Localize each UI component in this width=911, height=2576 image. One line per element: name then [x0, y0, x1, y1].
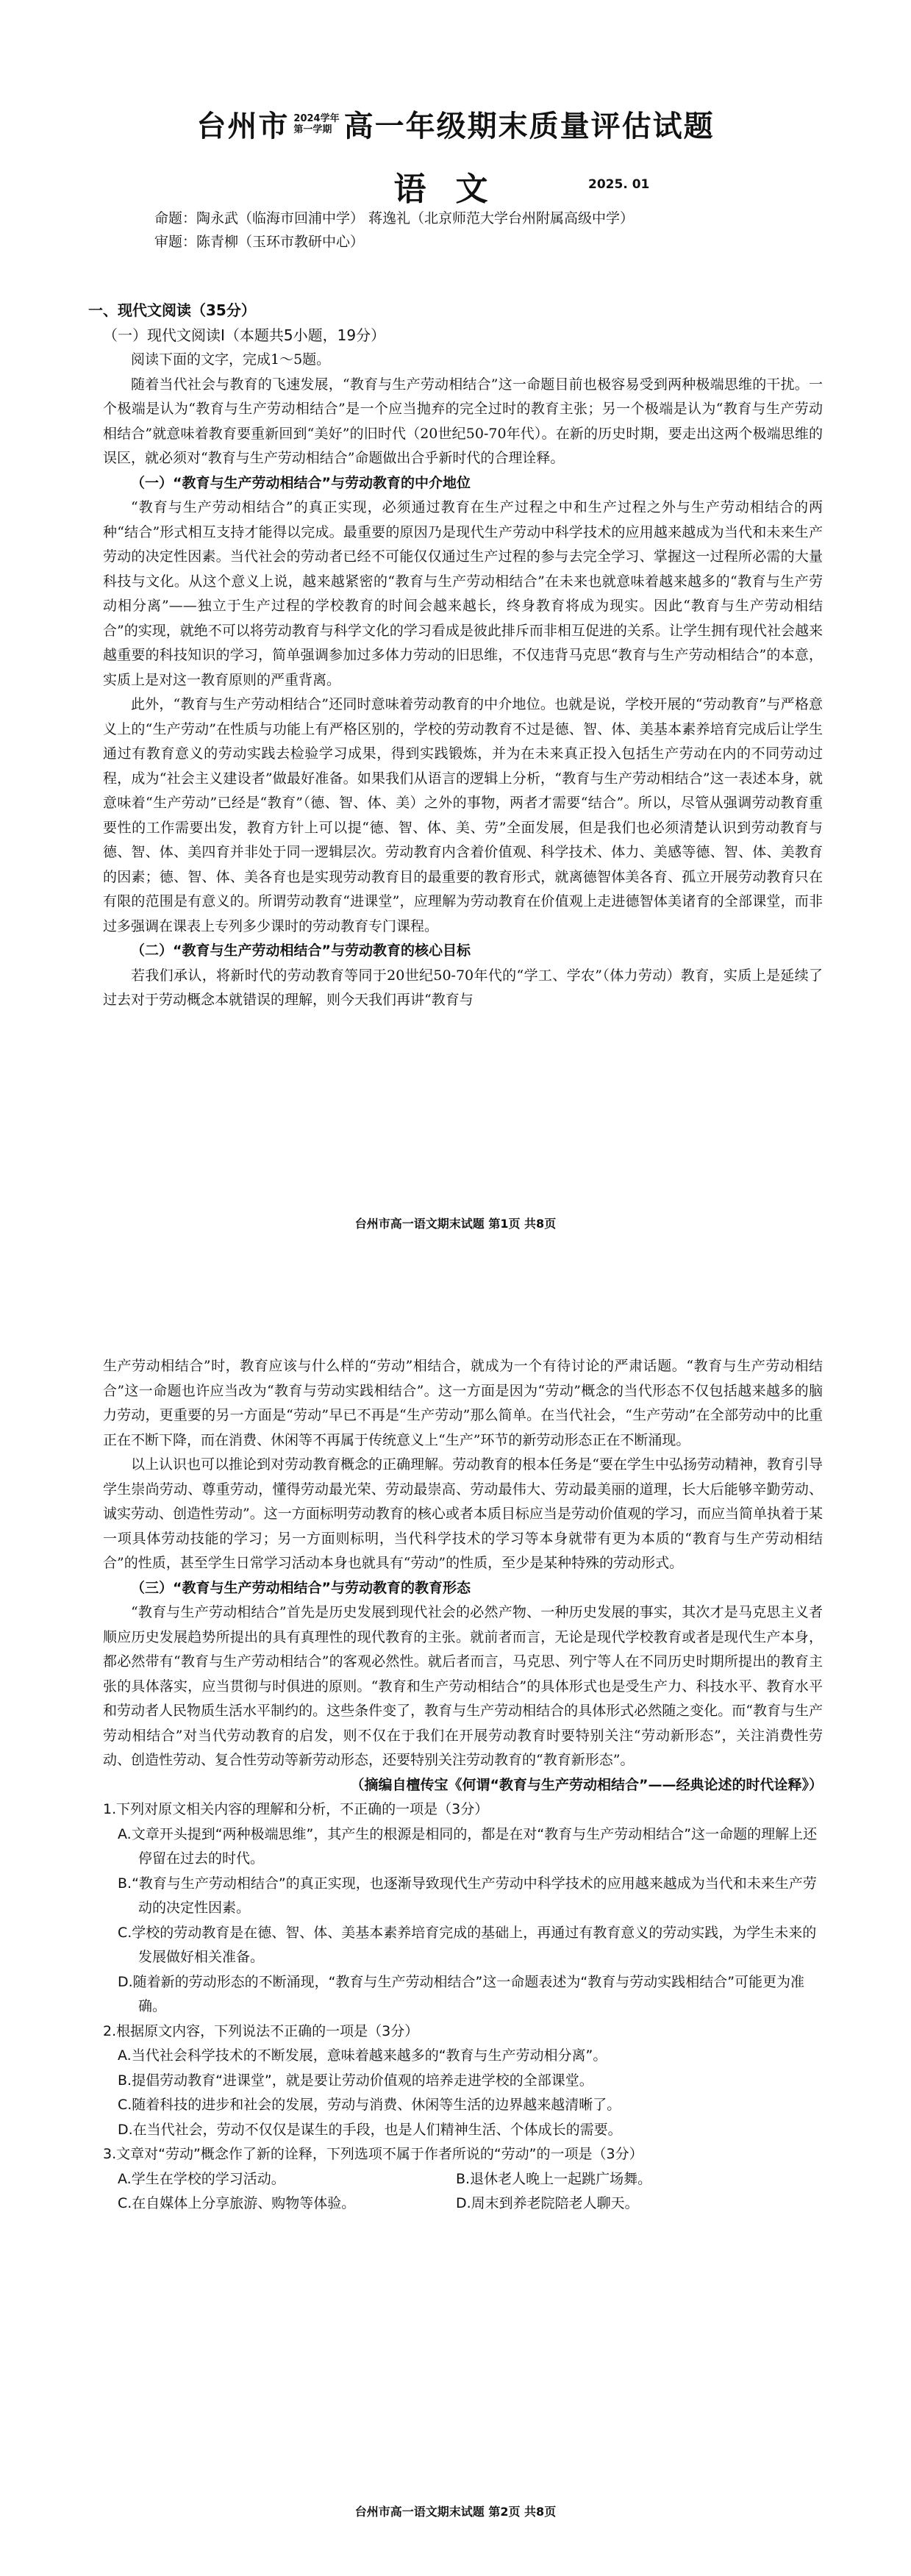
question-stem: 2.根据原文内容，下列说法不正确的一项是（3分） — [103, 2022, 419, 2039]
source-citation: （摘编自檀传宝《何谓“教育与生产劳动相结合”——经典论述的时代诠释》） — [350, 1776, 823, 1793]
answer-option: C.随着科技的进步和社会的发展，劳动与消费、休闲等生活的边界越来越清晰了。 — [118, 2097, 621, 2113]
part-heading: （二）“教育与生产劳动相结合”与劳动教育的核心目标 — [131, 942, 471, 959]
answer-option: B.退休老人晚上一起跳广场舞。 — [456, 2170, 652, 2187]
option-row — [118, 2192, 823, 2217]
answer-option: C.在自媒体上分享旅游、购物等体验。 — [118, 2195, 356, 2211]
school-year: 2024学年 第一学期 — [293, 112, 340, 135]
paragraph: 随着当代社会与教育的飞速发展，“教育与生产劳动相结合”这一命题目前也极容易受到两种极端思维的干扰。一个极端是认为“教育与生产劳动相结合”是一个应当抛弃的完全过时的教育主张；另一个极端是认为“教育与生产劳动相结合”就意味着教育要重新回到“美好”的旧时代（20世纪50-70年代）。在新的历史时期，要走出这两个极端思维的误区，就必须对“教育与生产劳动相结合”命题做出合乎新时代的合理诠释。 — [103, 376, 823, 466]
question-stem: 3.文章对“劳动”概念作了新的诠释，下列选项不属于作者所说的“劳动”的一项是（3分） — [103, 2146, 643, 2162]
part-heading: （一）“教育与生产劳动相结合”与劳动教育的中介地位 — [131, 474, 471, 491]
proposers: 命题：陶永武（临海市回浦中学） 蒋逸礼（北京师范大学台州附属高级中学） — [154, 210, 635, 226]
exam-date: 2025. 01 — [588, 177, 650, 192]
subject-title: 语文 — [393, 171, 518, 208]
paragraph: 以上认识也可以推论到对劳动教育概念的正确理解。劳动教育的根本任务是“要在学生中弘扬劳动精神，教育引导学生崇尚劳动、尊重劳动，懂得劳动最光荣、劳动最崇高、劳动最伟大、劳动最美丽的道理，长大后能够辛勤劳动、诚实劳动、创造性劳动”。这一方面标明劳动教育的核心或者本质目标应当是劳动价值观的学习，而应当简单执着于某一项具体劳动技能的学习；另一方面则标明，当代科学技术的学习等本身就带有更为本质的“教育与生产劳动相结合”的性质，甚至学生日常学习活动本身也就具有“劳动”的性质，至少是某种特殊的劳动形式。 — [103, 1456, 823, 1571]
answer-option: A.当代社会科学技术的不断发展，意味着越来越多的“教育与生产劳动相分离”。 — [118, 2047, 607, 2064]
paragraph: “教育与生产劳动相结合”的真正实现，必须通过教育在生产过程之中和生产过程之外与生产劳动相结合的两种“结合”形式相互支持才能得以完成。最重要的原因乃是现代生产劳动中科学技术的应用越来越成为当代和未来生产劳动的决定性因素。当代社会的劳动者已经不可能仅仅通过生产过程的参与去完全学习、掌握这一过程所必需的大量科技与文化。从这个意义上说，越来越紧密的“教育与生产劳动相结合”在未来也就意味着越来越多的“教育与生产劳动相分离”——独立于生产过程的学校教育的时间会越来越长，终身教育将成为现实。因此“教育与生产劳动相结合”的实现，就绝不可以将劳动教育与科学文化的学习看成是彼此排斥而非相互促进的关系。让学生拥有现代社会越来越重要的科技知识的学习，简单强调参加过多体力劳动的旧思维，不仅违背马克思“教育与生产劳动相结合”的本意，实质上是对这一教育原则的严重背离。 — [103, 499, 823, 688]
section-heading: 一、现代文阅读（35分） — [88, 301, 256, 319]
answer-option: D.周末到养老院陪老人聊天。 — [456, 2195, 639, 2211]
answer-option: A.学生在学校的学习活动。 — [118, 2170, 285, 2187]
answer-option: C.学校的劳动教育是在德、智、体、美基本素养培育完成的基础上，再通过有教育意义的劳动实践，为学生未来的发展做好相关准备。 — [118, 1924, 817, 1965]
subsection-heading: （一）现代文阅读Ⅰ（本题共5小题，19分） — [103, 326, 386, 344]
subject-line — [0, 162, 911, 207]
question-stem: 1.下列对原文相关内容的理解和分析，不正确的一项是（3分） — [103, 1801, 489, 1817]
city-name: 台州市 — [196, 110, 290, 143]
instruction: 阅读下面的文字，完成1～5题。 — [131, 351, 331, 368]
answer-option: B.“教育与生产劳动相结合”的真正实现，也逐渐导致现代生产劳动中科学技术的应用越来越成为当代和未来生产劳动的决定性因素。 — [118, 1875, 817, 1916]
part-heading: （三）“教育与生产劳动相结合”与劳动教育的教育形态 — [131, 1579, 471, 1596]
paragraph: “教育与生产劳动相结合”首先是历史发展到现代社会的必然产物、一种历史发展的事实，其次才是马克思主义者顺应历史发展趋势所提出的具有真理性的现代教育的主张。就前者而言，无论是现代学校教育或者是现代生产本身，都必然带有“教育与生产劳动相结合”的客观必然性。就后者而言，马克思、列宁等人在不同历史时期所提出的教育主张的具体落实，应当贯彻与时俱进的原则。“教育和生产劳动相结合”的具体形式也是受生产力、科技水平、教育水平和劳动者人民物质生活水平制约的。这些条件变了，教育与生产劳动相结合的具体形式必然随之变化。而“教育与生产劳动相结合”对当代劳动教育的启发，则不仅在于我们在开展劳动教育时要特别关注“劳动新形态”，关注消费性劳动、创造性劳动、复合性劳动等新劳动形态，还要特别关注劳动教育的“教育新形态”。 — [103, 1604, 823, 1768]
page-footer: 台州市高一语文期末试题 第1页 共8页 — [354, 1217, 557, 1231]
option-row — [118, 2167, 823, 2192]
answer-option: D.在当代社会，劳动不仅仅是谋生的手段，也是人们精神生活、个体成长的需要。 — [118, 2121, 622, 2138]
paragraph: 此外，“教育与生产劳动相结合”还同时意味着劳动教育的中介地位。也就是说，学校开展的“劳动教育”与严格意义上的“生产劳动”在性质与功能上有严格区别的，学校的劳动教育不过是德、智、体、美基本素养培育完成后让学生通过有教育意义的劳动实践去检验学习成果，得到实践锻炼，并为在未来真正投入包括生产劳动在内的不同劳动过程，成为“社会主义建设者”做最好准备。如果我们从语言的逻辑上分析，“教育与生产劳动相结合”这一表述本身，就意味着“生产劳动”已经是“教育”（德、智、体、美）之外的事物，两者才需要“结合”。所以，尽管从强调劳动教育重要性的工作需要出发，教育方针上可以提“德、智、体、美、劳”全面发展，但是我们也必须清楚认识到劳动教育与德、智、体、美四育并非处于同一逻辑层次。劳动教育内含着价值观、科学技术、体力、美感等德、智、体、美教育的因素；德、智、体、美各育也是实现劳动教育目的最重要的教育形式，就离德智体美各育、孤立开展劳动教育只在有限的范围是有意义的。所谓劳动教育“进课堂”，应理解为劳动教育在价值观上走进德智体美诸育的全部课堂，而非过多强调在课表上专列多少课时的劳动教育专门课程。 — [103, 696, 823, 934]
page-footer: 台州市高一语文期末试题 第2页 共8页 — [354, 2505, 557, 2519]
paragraph: 生产劳动相结合”时，教育应该与什么样的“劳动”相结合，就成为一个有待讨论的严肃话题。“教育与生产劳动相结合”这一命题也许应当改为“教育与劳动实践相结合”。这一方面是因为“劳动”概念的当代形态不仅包括越来越多的脑力劳动，更重要的另一方面是“劳动”早已不再是“生产劳动”那么简单。在当代社会，“生产劳动”在全部劳动中的比重正在不断下降，而在消费、休闲等不再属于传统意义上“生产”环节的新劳动形态正在不断涌现。 — [103, 1358, 823, 1448]
answer-option: B.提倡劳动教育“进课堂”，就是要让劳动价值观的培养走进学校的全部课堂。 — [118, 2072, 593, 2089]
answer-option: A.文章开头提到“两种极端思维”，其产生的根源是相同的，都是在对“教育与生产劳动相结合”这一命题的理解上还停留在过去的时代。 — [118, 1825, 818, 1867]
paragraph: 若我们承认，将新时代的劳动教育等同于20世纪50-70年代的“学工、学农”（体力劳动）教育，实质上是延续了过去对于劳动概念本就错误的理解，则今天我们再讲“教育与 — [103, 967, 823, 1008]
exam-title-text: 高一年级期末质量评估试题 — [343, 110, 715, 143]
answer-option: D.随着新的劳动形态的不断涌现，“教育与生产劳动相结合”这一命题表述为“教育与劳动实践相结合”可能更为准确。 — [118, 1973, 805, 2014]
exam-title — [0, 103, 911, 145]
reviewer: 审题：陈青柳（玉环市教研中心） — [154, 234, 365, 250]
exam-page-2 — [0, 1288, 911, 2576]
